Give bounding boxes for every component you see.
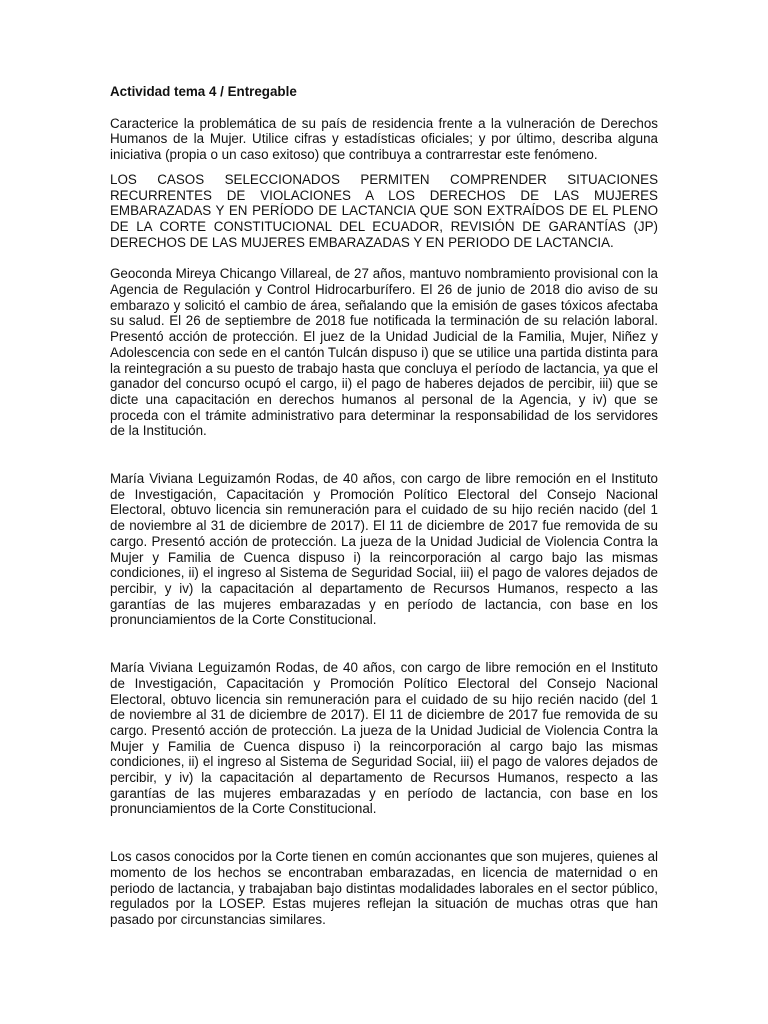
conclusion-paragraph: Los casos conocidos por la Corte tienen en común accionantes que son mujeres, quienes al momento de los hechos se encontraban embarazadas, en licencia de maternidad o en periodo de lactancia, y trabajaban bajo distintas modalidades laborales en el sector público, regulados por la LOSEP. Estas mujeres reflejan la situación de muchas otras que han pasado por circunstancias similares.: [110, 849, 658, 927]
case-paragraph-3: María Viviana Leguizamón Rodas, de 40 años, con cargo de libre remoción en el Instituto de Investigación, Capacitación y Promoción Político Electoral del Consejo Nacional Electoral, obtuvo licencia sin remuneración para el cuidado de su hijo recién nacido (del 1 de noviembre al 31 de diciembre de 2017). El 11 de diciembre de 2017 fue removida de su cargo. Presentó acción de protección. La jueza de la Unidad Judicial de Violencia Contra la Mujer y Familia de Cuenca dispuso i) la reincorporación al cargo bajo las mismas condiciones, ii) el ingreso al Sistema de Seguridad Social, iii) el pago de valores dejados de percibir, y iv) la capacitación al departamento de Recursos Humanos, respecto a las garantías de las mujeres embarazadas y en período de lactancia, con base en los pronunciamientos de la Corte Constitucional.: [110, 660, 658, 817]
document-page: [110, 84, 658, 928]
case-paragraph-1: Geoconda Mireya Chicango Villareal, de 27 años, mantuvo nombramiento provisional con la Agencia de Regulación y Control Hidrocarburífero. El 26 de junio de 2018 dio aviso de su embarazo y solicitó el cambio de área, señalando que la emisión de gases tóxicos afectaba su salud. El 26 de septiembre de 2018 fue notificada la terminación de su relación laboral. Presentó acción de protección. El juez de la Unidad Judicial de la Familia, Mujer, Niñez y Adolescencia con sede en el cantón Tulcán dispuso i) que se utilice una partida distinta para la reintegración a su puesto de trabajo hasta que concluya el período de lactancia, ya que el ganador del concurso ocupó el cargo, ii) el pago de haberes dejados de percibir, iii) que se dicte una capacitación en derechos humanos al personal de la Agencia, y iv) que se proceda con el trámite administrativo para determinar la responsabilidad de los servidores de la Institución.: [110, 266, 658, 439]
assignment-prompt: Caracterice la problemática de su país de residencia frente a la vulneración de Derechos Humanos de la Mujer. Utilice cifras y estadísticas oficiales; y por último, describa alguna iniciativa (propia o un caso exitoso) que contribuya a contrarrestar este fenómeno.: [110, 115, 658, 163]
case-paragraph-2: María Viviana Leguizamón Rodas, de 40 años, con cargo de libre remoción en el Instituto de Investigación, Capacitación y Promoción Político Electoral del Consejo Nacional Electoral, obtuvo licencia sin remuneración para el cuidado de su hijo recién nacido (del 1 de noviembre al 31 de diciembre de 2017). El 11 de diciembre de 2017 fue removida de su cargo. Presentó acción de protección. La jueza de la Unidad Judicial de Violencia Contra la Mujer y Familia de Cuenca dispuso i) la reincorporación al cargo bajo las mismas condiciones, ii) el ingreso al Sistema de Seguridad Social, iii) el pago de valores dejados de percibir, y iv) la capacitación al departamento de Recursos Humanos, respecto a las garantías de las mujeres embarazadas y en período de lactancia, con base en los pronunciamientos de la Corte Constitucional.: [110, 471, 658, 628]
document-title: Actividad tema 4 / Entregable: [110, 84, 297, 99]
intro-paragraph: LOS CASOS SELECCIONADOS PERMITEN COMPRENDER SITUACIONES RECURRENTES DE VIOLACIONES A LOS DERECHOS DE LAS MUJERES EMBARAZADAS Y EN PERÍODO DE LACTANCIA QUE SON EXTRAÍDOS DE EL PLENO DE LA CORTE CONSTITUCIONAL DEL ECUADOR, REVISIÓN DE GARANTÍAS (JP) DERECHOS DE LAS MUJERES EMBARAZADAS Y EN PERIODO DE LACTANCIA.: [110, 171, 658, 250]
